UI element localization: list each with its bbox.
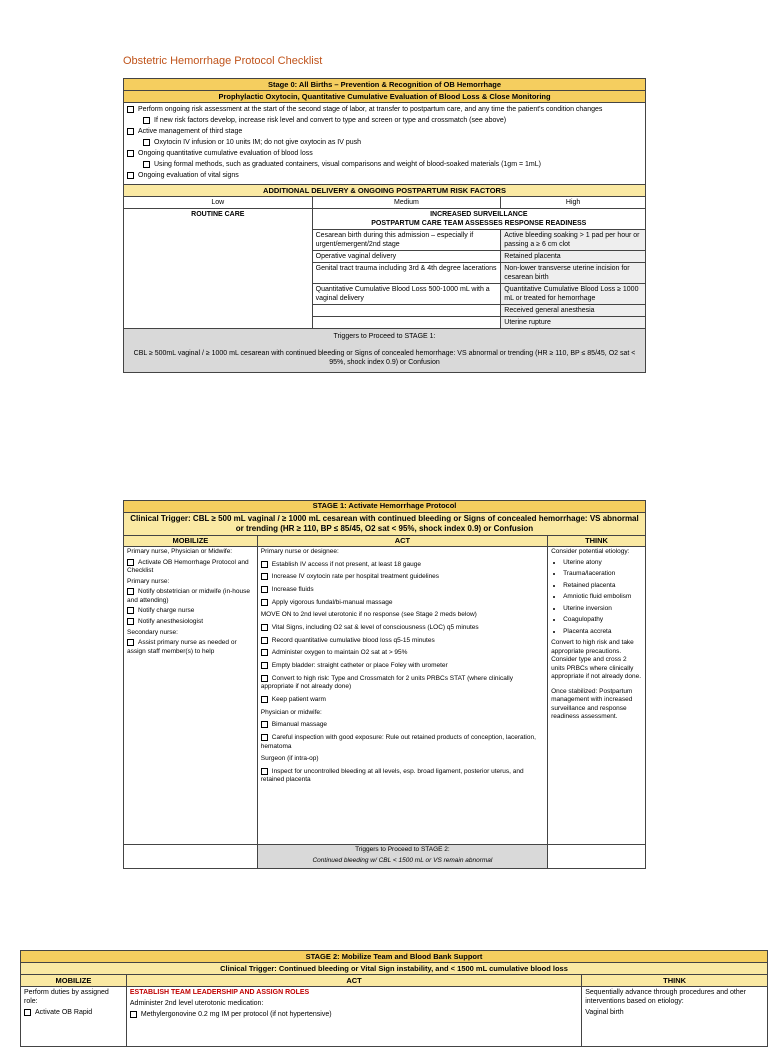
checkbox[interactable] bbox=[127, 639, 134, 646]
stage1-think-cell: Consider potential etiology: • Uterine atony • Trauma/laceration • Retained placenta • Amniotic fluid embolism • Uterine inversion • Coagulopathy • Placenta accreta Convert to high risk and take appropriate precautions. Consider type and cross 2 units PRBCs where clinically appropriate if not already done. Once stabilized: Postpartum management with increased surveillance and response readiness assessment. bbox=[548, 547, 646, 845]
act-label: Primary nurse or designee: bbox=[260, 548, 339, 555]
mobilize-label: Primary nurse: bbox=[127, 577, 170, 585]
act-item: Careful inspection with good exposure: Rule out retained products of conception, laceration, hematoma bbox=[260, 734, 536, 750]
checkbox[interactable] bbox=[127, 172, 134, 179]
checkbox[interactable] bbox=[261, 734, 268, 741]
risk-factor-high: Retained placenta bbox=[501, 251, 646, 263]
mobilize-item: Activate OB Hemorrhage Protocol and Checklist bbox=[127, 558, 249, 575]
risk-level-high: High bbox=[501, 197, 646, 209]
checkbox[interactable] bbox=[127, 128, 134, 135]
stage2-table bbox=[20, 950, 768, 1047]
risk-factor-medium: Quantitative Cumulative Blood Loss 500-1000 mL with a vaginal delivery bbox=[312, 284, 501, 305]
surveillance-label: INCREASED SURVEILLANCE POSTPARTUM CARE TEAM ASSESSES RESPONSE READINESS bbox=[312, 209, 645, 230]
checkbox[interactable] bbox=[127, 559, 134, 566]
act-item: Administer oxygen to maintain O2 sat at > 95% bbox=[261, 649, 544, 658]
stage1-triggers: Triggers to Proceed to STAGE 2: Continued bleeding w/ CBL < 1500 mL or VS remain abnormal bbox=[257, 845, 547, 869]
checkbox[interactable] bbox=[261, 649, 268, 656]
mobilize-item: Notify obstetrician or midwife (in-house and attending) bbox=[127, 588, 250, 604]
act-item: Vital Signs, including O2 sat & level of consciousness (LOC) q5 minutes bbox=[261, 624, 544, 633]
stage2-title: STAGE 2: Mobilize Team and Blood Bank Support bbox=[21, 951, 768, 963]
stage1-col-act: ACT bbox=[257, 535, 547, 547]
stage1-col-think: THINK bbox=[548, 535, 646, 547]
checkbox[interactable] bbox=[261, 561, 268, 568]
risk-factor-high: Non-lower transverse uterine incision for cesarean birth bbox=[501, 263, 646, 284]
routine-care-label: ROUTINE CARE bbox=[124, 209, 313, 329]
checkbox[interactable] bbox=[143, 139, 150, 146]
mobilize-item: Assist primary nurse as needed or assign staff member(s) to help bbox=[127, 639, 237, 656]
stage0-triggers: Triggers to Proceed to STAGE 1: CBL ≥ 500mL vaginal / ≥ 1000 mL cesarean with continued bleeding or Signs of concealed hemorrhage: VS abnormal or trending (HR ≥ 110, BP ≤ 85/45, O2 sat < 95%, shock index 0.9) or Confusion bbox=[124, 329, 646, 373]
act-item: Inspect for uncontrolled bleeding at all levels, esp. broad ligament, posterior uterus, and retained placenta bbox=[260, 767, 524, 784]
stage0-checklist bbox=[124, 103, 646, 185]
risk-level-medium: Medium bbox=[312, 197, 501, 209]
etiology-item: • Uterine atony bbox=[563, 559, 642, 568]
checkbox[interactable] bbox=[261, 599, 268, 606]
risk-factor-medium bbox=[312, 317, 501, 329]
etiology-item: • Placenta accreta bbox=[563, 628, 642, 637]
risk-factor-high: Active bleeding soaking > 1 pad per hour or passing a ≥ 6 cm clot bbox=[501, 230, 646, 251]
stage2-col-mobilize: MOBILIZE bbox=[21, 975, 127, 987]
document-title: Obstetric Hemorrhage Protocol Checklist bbox=[123, 55, 323, 67]
mobilize-item: Notify charge nurse bbox=[127, 607, 254, 616]
mobilize-item: Notify anesthesiologist bbox=[127, 618, 254, 627]
act-item: Increase IV oxytocin rate per hospital treatment guidelines bbox=[261, 573, 544, 582]
checkbox[interactable] bbox=[24, 1009, 31, 1016]
stage2-clinical-trigger: Clinical Trigger: Continued bleeding or Vital Sign instability, and < 1500 mL cumulative blood loss bbox=[21, 963, 768, 975]
risk-factors-header: ADDITIONAL DELIVERY & ONGOING POSTPARTUM RISK FACTORS bbox=[124, 185, 646, 197]
act-item: Record quantitative cumulative blood loss q5-15 minutes bbox=[261, 637, 544, 646]
stage0-title: Stage 0: All Births – Prevention & Recognition of OB Hemorrhage bbox=[124, 79, 646, 91]
act-label: Physician or midwife: bbox=[260, 708, 322, 716]
risk-factor-high: Quantitative Cumulative Blood Loss ≥ 1000 mL or treated for hemorrhage bbox=[501, 284, 646, 305]
checkbox[interactable] bbox=[261, 624, 268, 631]
stage2-col-think: THINK bbox=[582, 975, 768, 987]
checkbox[interactable] bbox=[261, 662, 268, 669]
checkbox[interactable] bbox=[261, 637, 268, 644]
act-item: Keep patient warm bbox=[261, 696, 544, 705]
checkbox[interactable] bbox=[127, 618, 134, 625]
etiology-item: • Coagulopathy bbox=[563, 616, 642, 625]
stage1-mobilize-cell bbox=[124, 547, 258, 845]
risk-factor-high: Received general anesthesia bbox=[501, 305, 646, 317]
stage0-check-item: Using formal methods, such as graduated containers, visual comparisons and weight of blood-soaked materials (1gm = 1mL) bbox=[127, 160, 642, 169]
checkbox[interactable] bbox=[261, 675, 268, 682]
risk-factor-medium bbox=[312, 305, 501, 317]
risk-level-low: Low bbox=[124, 197, 313, 209]
etiology-item: • Amniotic fluid embolism bbox=[563, 593, 642, 602]
risk-factor-medium: Cesarean birth during this admission – especially if urgent/emergent/2nd stage bbox=[312, 230, 501, 251]
stage2-act-cell: ESTABLISH TEAM LEADERSHIP AND ASSIGN ROLES Administer 2nd level uterotonic medication: Methylergonovine 0.2 mg IM per protocol (if not hypertensive) bbox=[126, 987, 581, 1047]
checkbox[interactable] bbox=[261, 696, 268, 703]
act-item: Increase fluids bbox=[261, 586, 544, 595]
stage0-check-item: If new risk factors develop, increase risk level and convert to type and screen or type and crossmatch (see above) bbox=[127, 116, 642, 125]
stage2-mobilize-cell: Perform duties by assigned role: Activate OB Rapid bbox=[21, 987, 127, 1047]
act-item: Empty bladder: straight catheter or place Foley with urometer bbox=[261, 662, 544, 671]
stage0-check-item: Ongoing quantitative cumulative evaluation of blood loss bbox=[127, 149, 642, 158]
checkbox[interactable] bbox=[143, 161, 150, 168]
checkbox[interactable] bbox=[130, 1011, 137, 1018]
stage2-think-cell: Sequentially advance through procedures and other interventions based on etiology: Vaginal birth bbox=[582, 987, 768, 1047]
stage2-col-act: ACT bbox=[126, 975, 581, 987]
checkbox[interactable] bbox=[127, 106, 134, 113]
checkbox[interactable] bbox=[261, 586, 268, 593]
act-item: Bimanual massage bbox=[261, 721, 544, 730]
etiology-item: • Uterine inversion bbox=[563, 605, 642, 614]
checkbox[interactable] bbox=[127, 588, 134, 595]
act-label: MOVE ON to 2nd level uterotonic if no response (see Stage 2 meds below) bbox=[260, 611, 477, 619]
stage0-check-item: Active management of third stage bbox=[127, 127, 642, 136]
etiology-item: • Trauma/laceration bbox=[563, 570, 642, 579]
act-label: Surgeon (if intra-op) bbox=[260, 755, 319, 763]
stage1-col-mobilize: MOBILIZE bbox=[124, 535, 258, 547]
mobilize-label: Primary nurse, Physician or Midwife: bbox=[127, 548, 233, 555]
risk-factor-high: Uterine rupture bbox=[501, 317, 646, 329]
checkbox[interactable] bbox=[261, 721, 268, 728]
act-item: Convert to high risk: Type and Crossmatch for 2 units PRBCs STAT (where clinically appropriate if not already done) bbox=[260, 674, 513, 691]
stage1-table bbox=[123, 500, 646, 869]
checkbox[interactable] bbox=[127, 607, 134, 614]
etiology-item: • Retained placenta bbox=[563, 582, 642, 591]
act-item: Establish IV access if not present, at least 18 gauge bbox=[261, 561, 544, 570]
act-item: Apply vigorous fundal/bi-manual massage bbox=[261, 599, 544, 608]
stage1-title: STAGE 1: Activate Hemorrhage Protocol bbox=[124, 501, 646, 513]
stage0-check-item: Ongoing evaluation of vital signs bbox=[127, 171, 642, 180]
risk-factor-medium: Operative vaginal delivery bbox=[312, 251, 501, 263]
mobilize-label: Secondary nurse: bbox=[127, 628, 178, 636]
stage1-clinical-trigger: Clinical Trigger: CBL ≥ 500 mL vaginal / ≥ 1000 mL cesarean with continued bleeding or Signs of concealed hemorrhage: VS abnormal or trending (HR ≥ 110, BP ≤ 85/45, O2 sat < 95%, shock index 0.9) or Confusion bbox=[124, 512, 646, 535]
stage0-check-item: Perform ongoing risk assessment at the start of the second stage of labor, at transfer to postpartum care, and any time the patient's condition changes bbox=[127, 105, 642, 114]
checkbox[interactable] bbox=[143, 117, 150, 124]
stage1-act-cell bbox=[257, 547, 547, 845]
stage0-check-item: Oxytocin IV infusion or 10 units IM; do not give oxytocin as IV push bbox=[127, 138, 642, 147]
checkbox[interactable] bbox=[261, 768, 268, 775]
stage0-table bbox=[123, 78, 646, 373]
stage0-subtitle: Prophylactic Oxytocin, Quantitative Cumulative Evaluation of Blood Loss & Close Monitoring bbox=[124, 91, 646, 103]
risk-factor-medium: Genital tract trauma including 3rd & 4th degree lacerations bbox=[312, 263, 501, 284]
checkbox[interactable] bbox=[127, 150, 134, 157]
checkbox[interactable] bbox=[261, 573, 268, 580]
